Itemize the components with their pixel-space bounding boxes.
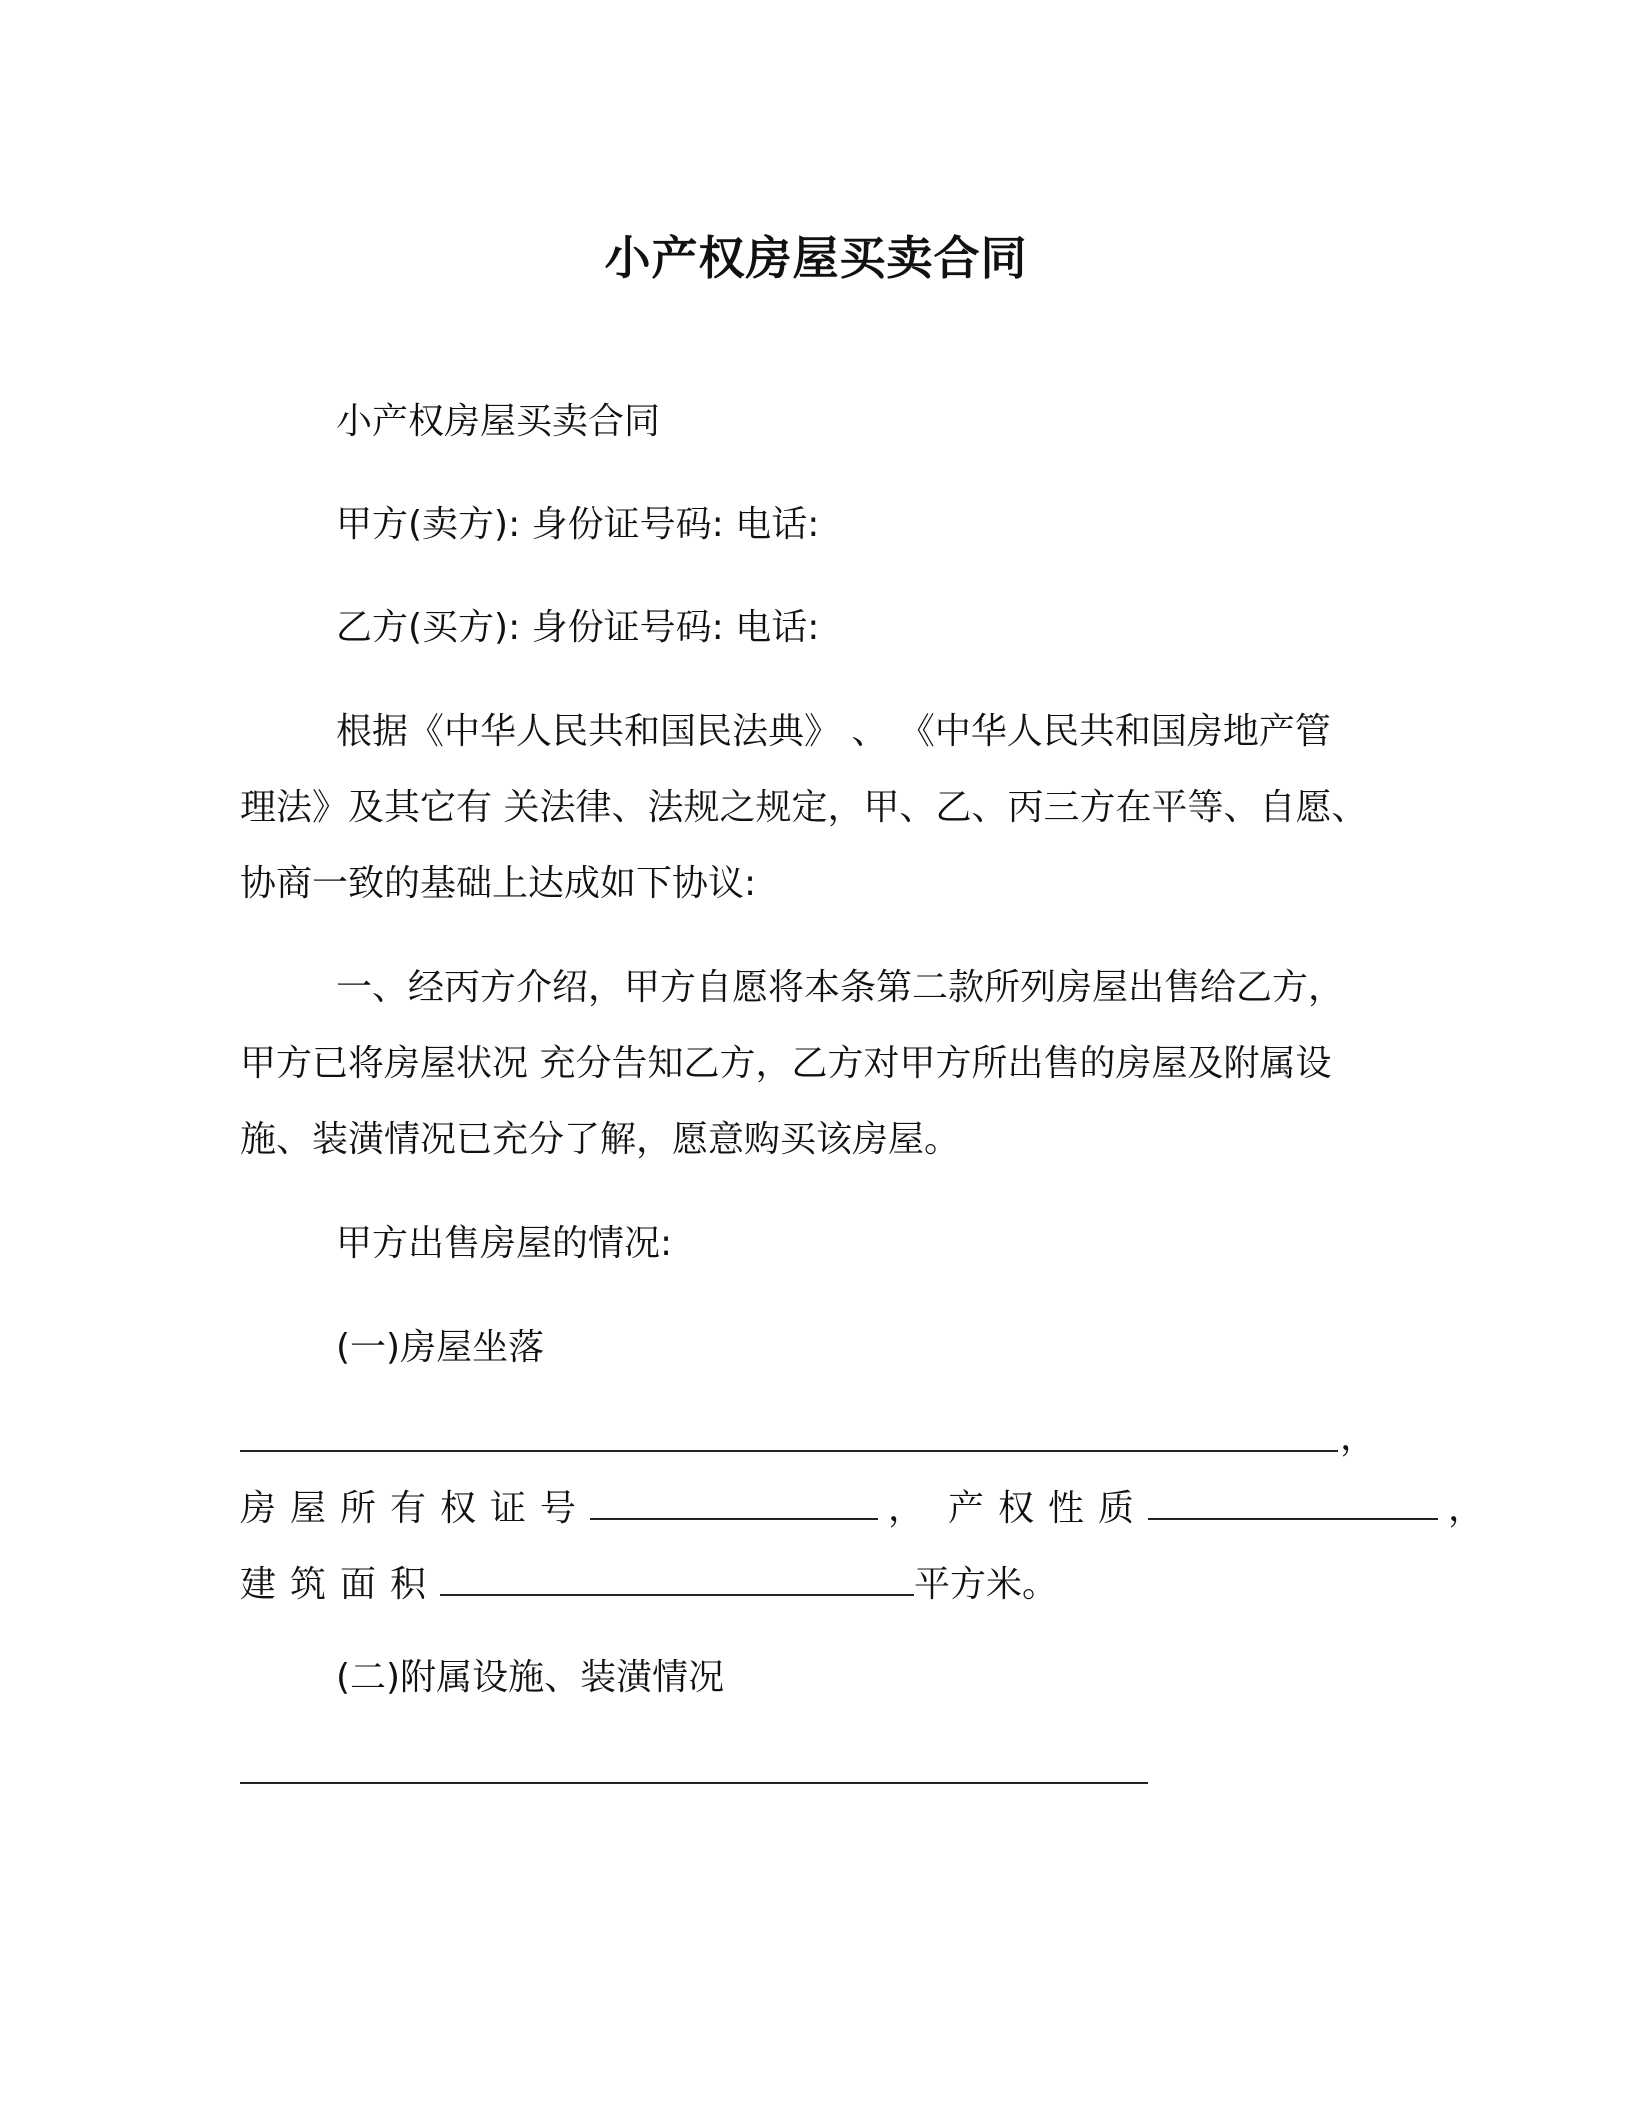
comma-2: ， [1448, 1488, 1485, 1529]
comma-1: ， [888, 1488, 925, 1529]
property-label: 产权性质 [948, 1488, 1149, 1529]
clause1-line-3: 施、装潢情况已充分了解，愿意购买该房屋。 [240, 1119, 961, 1160]
fixtures-blank[interactable] [240, 1782, 1148, 1784]
house-info-heading: 甲方出售房屋的情况: [336, 1223, 673, 1264]
clause1-line-1: 一、经丙方介绍，甲方自愿将本条第二款所列房屋出售给乙方， [336, 967, 1345, 1008]
clause1-line-2: 甲方已将房屋状况 充分告知乙方，乙方对甲方所出售的房屋及附属设 [240, 1043, 1332, 1084]
cert-number-blank[interactable] [590, 1488, 878, 1520]
property-nature-blank[interactable] [1148, 1488, 1438, 1520]
cert-property-row [240, 1487, 1484, 1531]
area-row [240, 1563, 1058, 1607]
preamble-line-1: 根据《中华人民共和国民法典》 、 《中华人民共和国房地产管 [336, 711, 1331, 752]
party-a-line: 甲方(卖方): 身份证号码: 电话: [336, 504, 820, 545]
document-subtitle: 小产权房屋买卖合同 [336, 401, 661, 442]
area-unit: 平方米。 [914, 1564, 1059, 1605]
preamble-line-3: 协商一致的基础上达成如下协议: [240, 863, 757, 904]
location-blank[interactable] [240, 1450, 1338, 1452]
area-blank[interactable] [440, 1564, 914, 1596]
location-heading: (一)房屋坐落 [336, 1327, 545, 1368]
party-b-line: 乙方(买方): 身份证号码: 电话: [336, 607, 820, 648]
area-label: 建筑面积 [240, 1564, 441, 1605]
location-end-comma: ， [1340, 1417, 1377, 1458]
fixtures-heading: (二)附属设施、装潢情况 [336, 1657, 725, 1698]
cert-label: 房屋所有权证号 [240, 1488, 591, 1529]
document-title: 小产权房屋买卖合同 [604, 231, 1028, 285]
preamble-line-2: 理法》及其它有 关法律、法规之规定，甲、乙、丙三方在平等、自愿、 [240, 787, 1368, 828]
